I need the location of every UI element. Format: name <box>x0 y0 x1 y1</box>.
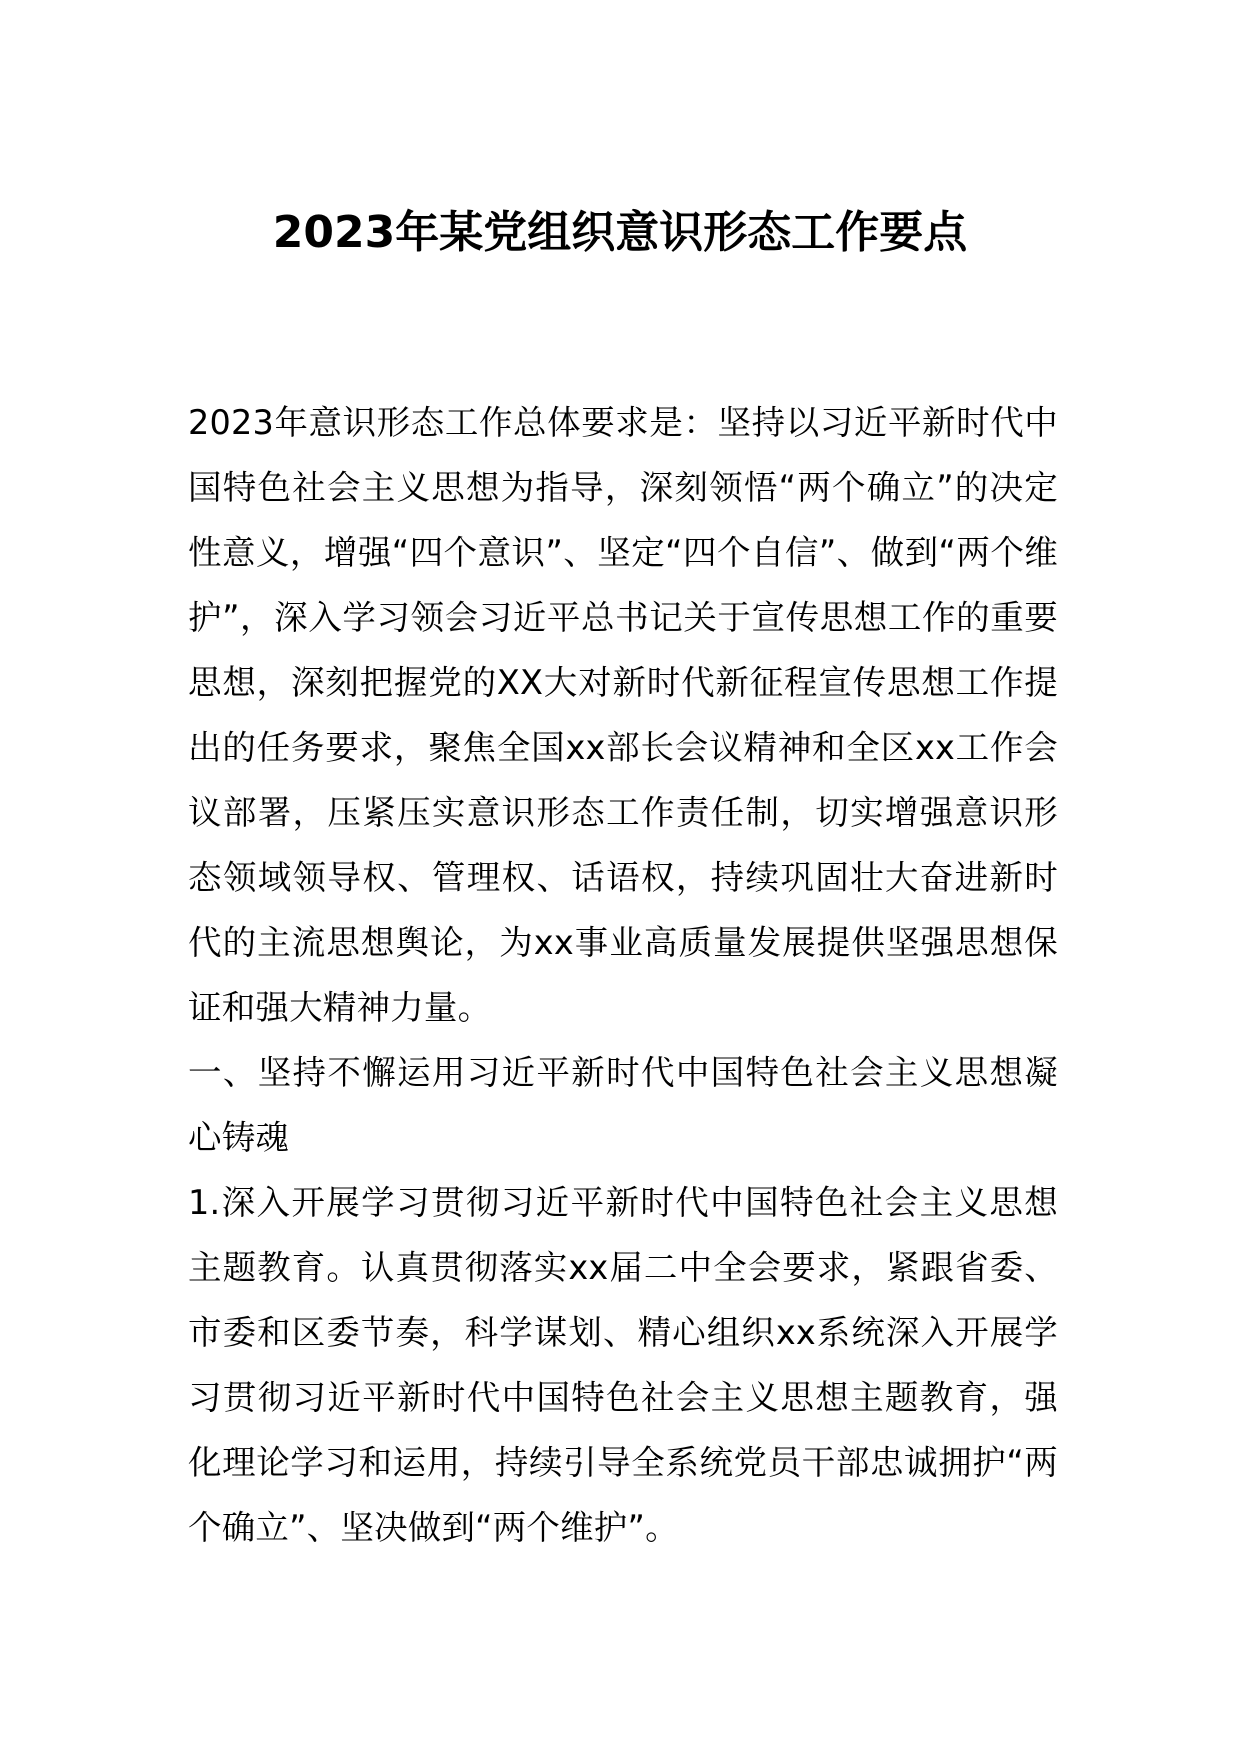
document-body <box>188 390 1058 1560</box>
document-title: 2023年某党组织意识形态工作要点 <box>272 207 968 258</box>
section-heading-1: 一、坚持不懈运用习近平新时代中国特色社会主义思想凝心铸魂 <box>188 1053 1058 1157</box>
item-paragraph-1: 1.深入开展学习贯彻习近平新时代中国特色社会主义思想主题教育。认真贯彻落实xx届二中全会要求，紧跟省委、市委和区委节奏，科学谋划、精心组织xx系统深入开展学习贯彻习近平新时代中国特色社会主义思想主题教育，强化理论学习和运用，持续引导全系统党员干部忠诚拥护“两个确立”、坚决做到“两个维护”。 <box>188 1183 1058 1547</box>
intro-paragraph: 2023年意识形态工作总体要求是：坚持以习近平新时代中国特色社会主义思想为指导，深刻领悟“两个确立”的决定性意义，增强“四个意识”、坚定“四个自信”、做到“两个维护”，深入学习领会习近平总书记关于宣传思想工作的重要思想，深刻把握党的XX大对新时代新征程宣传思想工作提出的任务要求，聚焦全国xx部长会议精神和全区xx工作会议部署，压紧压实意识形态工作责任制，切实增强意识形态领域领导权、管理权、话语权，持续巩固壮大奋进新时代的主流思想舆论，为xx事业高质量发展提供坚强思想保证和强大精神力量。 <box>188 403 1058 1027</box>
